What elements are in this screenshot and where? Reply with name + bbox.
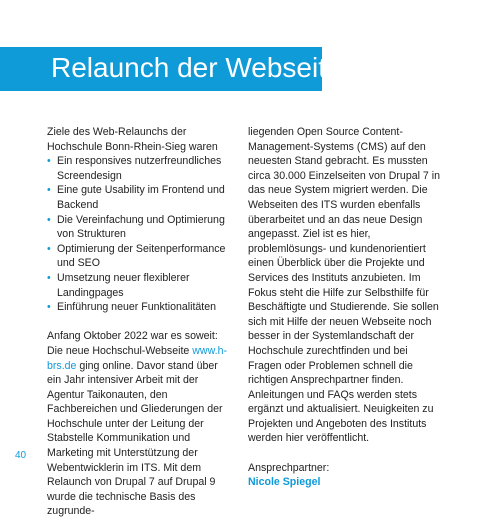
goal-text: Optimierung der Seitenperformance und SEO (57, 242, 226, 270)
goal-text: Ein responsives nutzerfreundliches Screendesign (57, 155, 222, 182)
goal-text: Eine gute Usability im Frontend und Backend (57, 184, 225, 211)
page-title: Relaunch der Webseiten (51, 52, 358, 83)
goal-text: Umsetzung neuer flexiblerer Landingpages (57, 271, 190, 299)
bullet-icon: • (47, 184, 51, 197)
launch-text-rest: ging online. Davor stand über ein Jahr intensiver Arbeit mit der Agentur Taikonauten, den Fachbereichen und Gliederungen der Hochschule unter der Leitung der Stabstelle Kommunikation und Marketing mit Unterstützung der Webentwicklerin im ITS. Mit dem Relaunch von Drupal 7 auf Drupal 9 wurde die technische Basis des zugrunde- (47, 359, 223, 518)
left-column (47, 125, 233, 519)
launch-paragraph (47, 329, 233, 519)
list-item (47, 183, 233, 212)
contact-name: Nicole Spiegel (248, 476, 321, 489)
list-item (47, 271, 233, 300)
cms-paragraph: liegenden Open Source Content-Management-Systems (CMS) auf den neuesten Stand gebracht. Es mussten circa 30.000 Einzelseiten von Drupal 7 in das neue System migriert werden. Die Webseiten des ITS wurden ebenfalls überarbeitet und an das neue Design angepasst. Ziel ist es hier, problemlösungs- und kundenorientiert einen Überblick über die Projekte und Services des Instituts anzubieten. Im Fokus steht die Hilfe zur Selbsthilfe für Beschäftigte und Studierende. Sie sollen sich mit Hilfe der neuen Webseite noch besser in der Systemlandschaft der Hochschule zurechtfinden und bei Fragen oder Problemen schnell die richtigen Ansprechpartner finden. Anleitungen und FAQs werden stets ergänzt und aktualisiert. Neuigkeiten zu Projekten und Angeboten des Instituts werden hier veröffentlicht. (248, 126, 440, 445)
goals-intro: Ziele des Web-Relaunchs der Hochschule Bonn-Rhein-Sieg waren (47, 126, 218, 153)
bullet-icon: • (47, 213, 51, 226)
goals-list (47, 154, 233, 315)
list-item (47, 154, 233, 183)
list-item (47, 242, 233, 271)
bullet-icon: • (47, 271, 51, 284)
page-number: 40 (15, 450, 27, 461)
bullet-icon: • (47, 242, 51, 255)
right-column (248, 125, 440, 490)
launch-text-start: Anfang Oktober 2022 war es soweit: Die neue Hochschul-Webseite (47, 330, 218, 357)
bullet-icon: • (47, 155, 51, 168)
list-item (47, 300, 233, 315)
goal-text: Die Vereinfachung und Optimierung von Strukturen (57, 213, 225, 241)
goal-text: Einführung neuer Funktionalitäten (57, 301, 217, 314)
website-link[interactable]: www.h-brs.de (47, 344, 227, 372)
bullet-icon: • (47, 301, 51, 314)
contact-label: Ansprechpartner: (248, 461, 330, 474)
list-item (47, 213, 233, 242)
